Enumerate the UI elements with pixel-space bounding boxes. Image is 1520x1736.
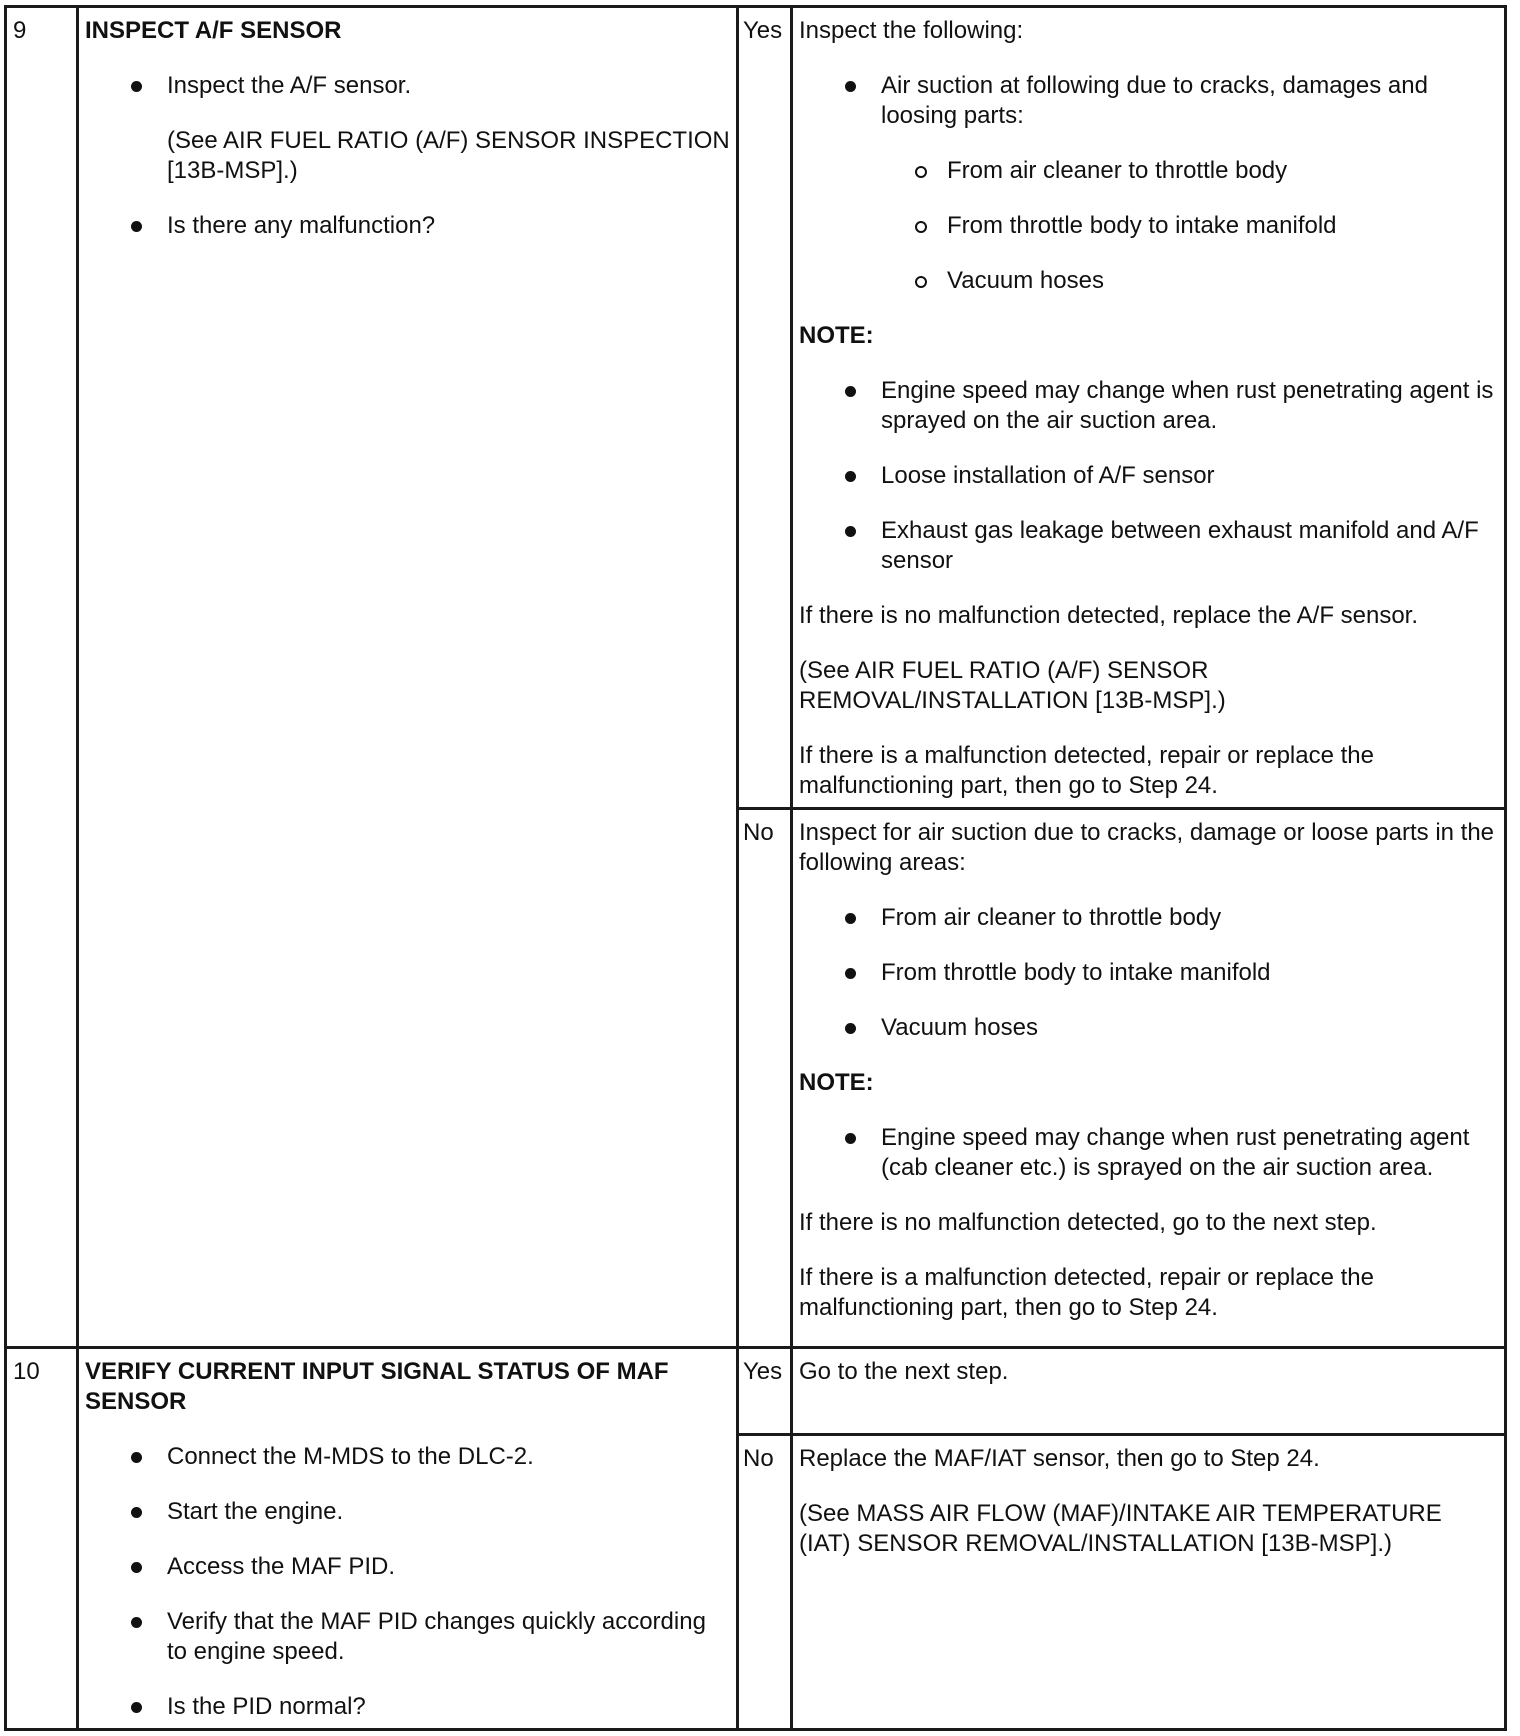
- diagnostic-table: [4, 5, 1507, 1731]
- list-item-text: Inspect the A/F sensor.: [167, 72, 412, 99]
- list-item: Engine speed may change when rust penetrating agent is sprayed on the air suction area.: [799, 376, 1498, 436]
- note-label: NOTE:: [799, 322, 874, 349]
- list-item: Verify that the MAF PID changes quickly according to engine speed.: [85, 1607, 730, 1667]
- action-cell: [792, 7, 1506, 809]
- list-item: From air cleaner to throttle body: [799, 156, 1498, 186]
- list-item-text: Is there any malfunction?: [167, 212, 436, 239]
- list-item: Connect the M-MDS to the DLC-2.: [85, 1442, 730, 1472]
- inspection-list: [85, 1442, 730, 1722]
- step-number: 10: [6, 1348, 78, 1730]
- inspection-list: [85, 71, 730, 101]
- action-text: If there is no malfunction detected, replace the A/F sensor.: [799, 602, 1419, 629]
- step-10-yes-row: [6, 1348, 1506, 1435]
- list-item: Engine speed may change when rust penetrating agent (cab cleaner etc.) is sprayed on the air suction area.: [799, 1123, 1498, 1183]
- result-yes: Yes: [738, 1348, 792, 1435]
- action-cell: [792, 809, 1506, 1348]
- action-text: Replace the MAF/IAT sensor, then go to Step 24.: [799, 1445, 1320, 1473]
- result-no: No: [738, 1435, 792, 1730]
- list-item: [85, 71, 730, 101]
- note-list: [799, 1123, 1498, 1183]
- list-item: Access the MAF PID.: [85, 1552, 730, 1582]
- list-item: [799, 71, 1498, 131]
- list-item: Vacuum hoses: [799, 1013, 1498, 1043]
- list-item: From air cleaner to throttle body: [799, 903, 1498, 933]
- list-item: Exhaust gas leakage between exhaust manifold and A/F sensor: [799, 516, 1498, 576]
- action-cell: [792, 1348, 1506, 1435]
- inspection-list: [85, 211, 730, 241]
- list-item: [85, 211, 730, 241]
- note-list: [799, 376, 1498, 576]
- action-text: If there is no malfunction detected, go to the next step.: [799, 1209, 1377, 1236]
- action-intro: Inspect the following:: [799, 17, 1024, 44]
- action-intro: Inspect for air suction due to cracks, damage or loose parts in the following areas:: [799, 819, 1495, 876]
- result-yes: Yes: [738, 7, 792, 809]
- action-cell: [792, 1435, 1506, 1730]
- step-number: 9: [6, 7, 78, 1348]
- list-item: From throttle body to intake manifold: [799, 211, 1498, 241]
- list-item: Loose installation of A/F sensor: [799, 461, 1498, 491]
- action-list: [799, 71, 1498, 131]
- result-no: No: [738, 809, 792, 1348]
- inspection-cell: [78, 1348, 738, 1730]
- action-list: [799, 903, 1498, 1043]
- sub-list: [799, 156, 1498, 296]
- reference-text: (See MASS AIR FLOW (MAF)/INTAKE AIR TEMPERATURE (IAT) SENSOR REMOVAL/INSTALLATION [13B-MSP].): [799, 1500, 1442, 1558]
- step-title: INSPECT A/F SENSOR: [85, 17, 342, 44]
- step-9-yes-row: [6, 7, 1506, 809]
- action-text: If there is a malfunction detected, repair or replace the malfunctioning part, then go to Step 24.: [799, 1264, 1374, 1321]
- action-text: If there is a malfunction detected, repair or replace the malfunctioning part, then go to Step 24.: [799, 742, 1374, 799]
- reference-text: (See AIR FUEL RATIO (A/F) SENSOR INSPECTION [13B-MSP].): [167, 127, 730, 184]
- list-item: Is the PID normal?: [85, 1692, 730, 1722]
- reference-text: (See AIR FUEL RATIO (A/F) SENSOR REMOVAL/INSTALLATION [13B-MSP].): [799, 657, 1226, 714]
- step-title: VERIFY CURRENT INPUT SIGNAL STATUS OF MAF SENSOR: [85, 1358, 669, 1415]
- list-item-text: Air suction at following due to cracks, damages and loosing parts:: [881, 72, 1428, 129]
- list-item: Start the engine.: [85, 1497, 730, 1527]
- action-text: Go to the next step.: [799, 1358, 1009, 1385]
- list-item: Vacuum hoses: [799, 266, 1498, 296]
- list-item: From throttle body to intake manifold: [799, 958, 1498, 988]
- note-label: NOTE:: [799, 1069, 874, 1096]
- inspection-cell: [78, 7, 738, 1348]
